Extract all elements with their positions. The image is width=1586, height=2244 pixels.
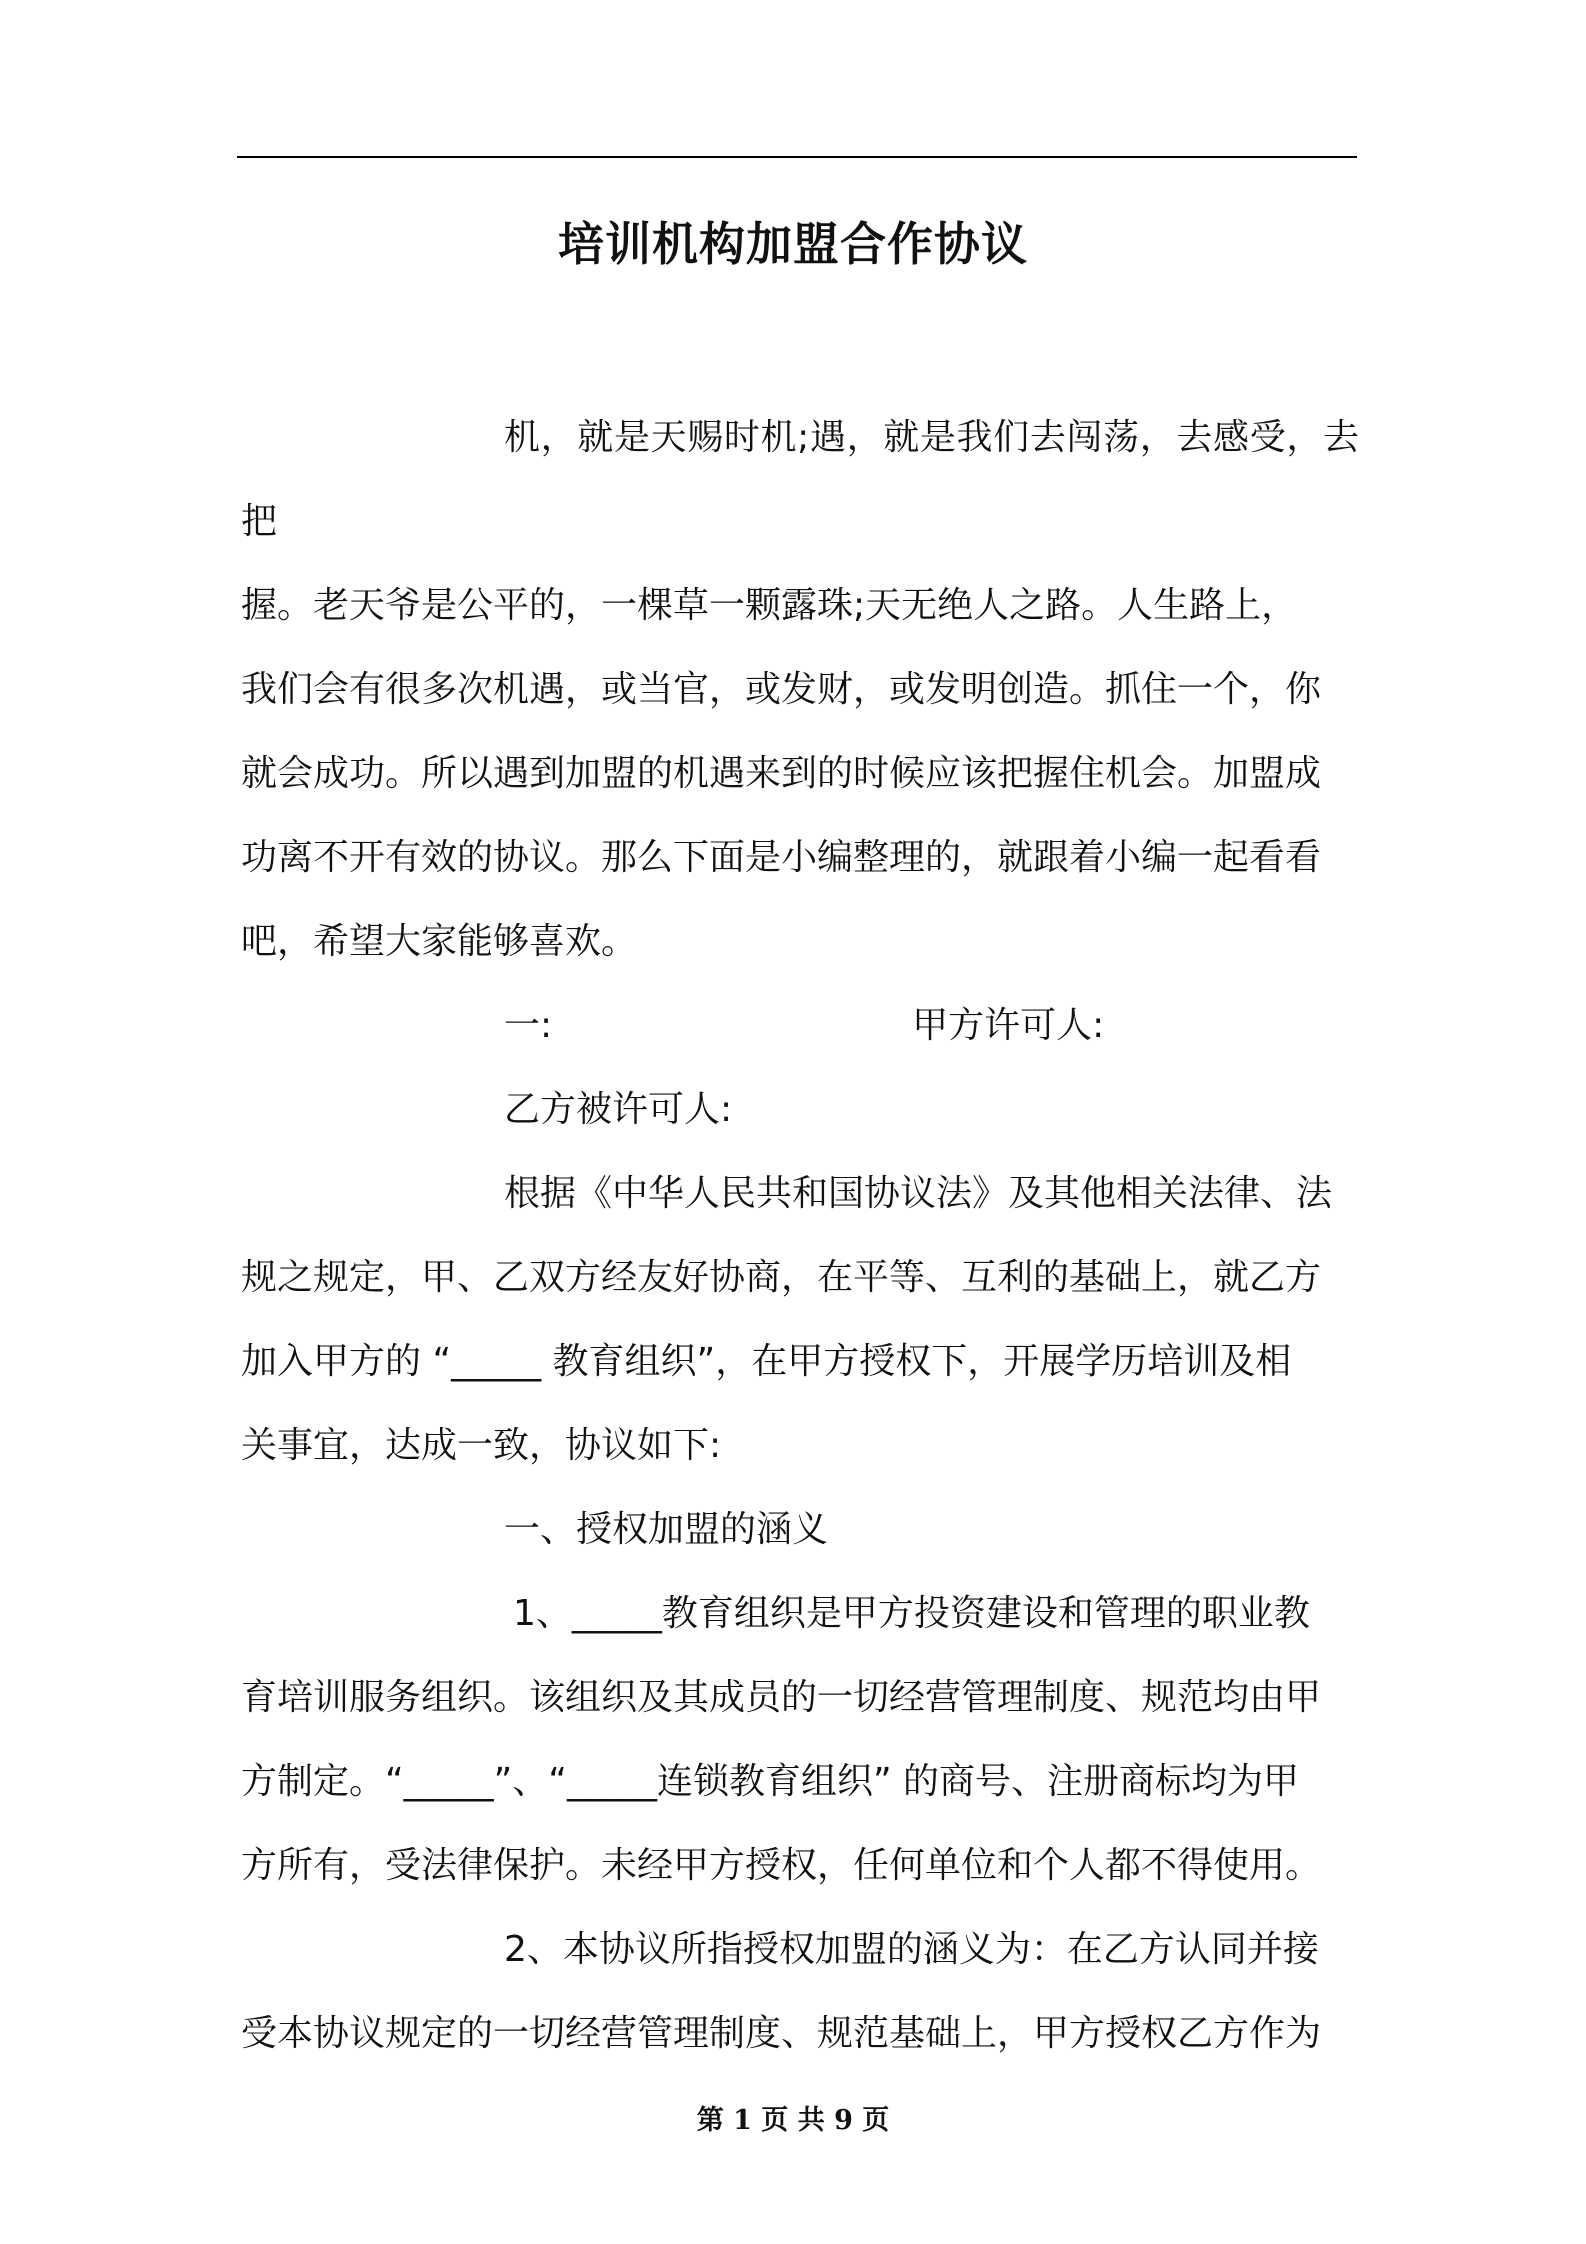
text-line: 受本协议规定的一切经营管理制度、规范基础上，甲方授权乙方作为 bbox=[241, 2013, 1322, 2054]
intro-paragraph bbox=[241, 396, 1359, 2076]
text-line: 吧，希望大家能够喜欢。 bbox=[241, 921, 638, 962]
text-line: 功离不开有效的协议。那么下面是小编整理的，就跟着小编一起看看 bbox=[241, 837, 1322, 878]
text-line: 关事宜，达成一致，协议如下: bbox=[241, 1425, 722, 1466]
page-number: 第 1 页 共 9 页 bbox=[696, 2105, 890, 2136]
text-line: 育培训服务组织。该组织及其成员的一切经营管理制度、规范均由甲 bbox=[241, 1677, 1322, 1718]
text-line: 我们会有很多次机遇，或当官，或发财，或发明创造。抓住一个，你 bbox=[241, 669, 1322, 710]
party-b-label: 乙方被许可人: bbox=[504, 1089, 733, 1130]
text-line: 2、本协议所指授权加盟的涵义为：在乙方认同并接 bbox=[504, 1929, 1319, 1970]
text-line: 握。老天爷是公平的，一棵草一颗露珠;天无绝人之路。人生路上， bbox=[241, 585, 1298, 626]
header-rule bbox=[237, 156, 1357, 158]
document-title: 培训机构加盟合作协议 bbox=[558, 217, 1028, 271]
parties-line bbox=[241, 984, 1359, 1068]
section-one-label: 一: bbox=[504, 1005, 553, 1046]
party-a-label: 甲方许可人: bbox=[912, 1005, 1105, 1046]
text-line: 方所有，受法律保护。未经甲方授权，任何单位和个人都不得使用。 bbox=[241, 1845, 1322, 1886]
text-line: 根据《中华人民共和国协议法》及其他相关法律、法 bbox=[504, 1173, 1333, 1214]
section-heading: 一、授权加盟的涵义 bbox=[504, 1509, 829, 1550]
text-line: 方制定。“_____”、“_____连锁教育组织” 的商号、注册商标均为甲 bbox=[241, 1761, 1300, 1802]
text-line: 加入甲方的 “_____ 教育组织”，在甲方授权下，开展学历培训及相 bbox=[241, 1341, 1292, 1382]
text-line: 规之规定，甲、乙双方经友好协商，在平等、互利的基础上，就乙方 bbox=[241, 1257, 1322, 1298]
text-line: 就会成功。所以遇到加盟的机遇来到的时候应该把握住机会。加盟成 bbox=[241, 753, 1322, 794]
text-line: 1、_____教育组织是甲方投资建设和管理的职业教 bbox=[513, 1593, 1310, 1634]
text-line: 机，就是天赐时机;遇，就是我们去闯荡，去感受，去把 bbox=[241, 417, 1359, 542]
